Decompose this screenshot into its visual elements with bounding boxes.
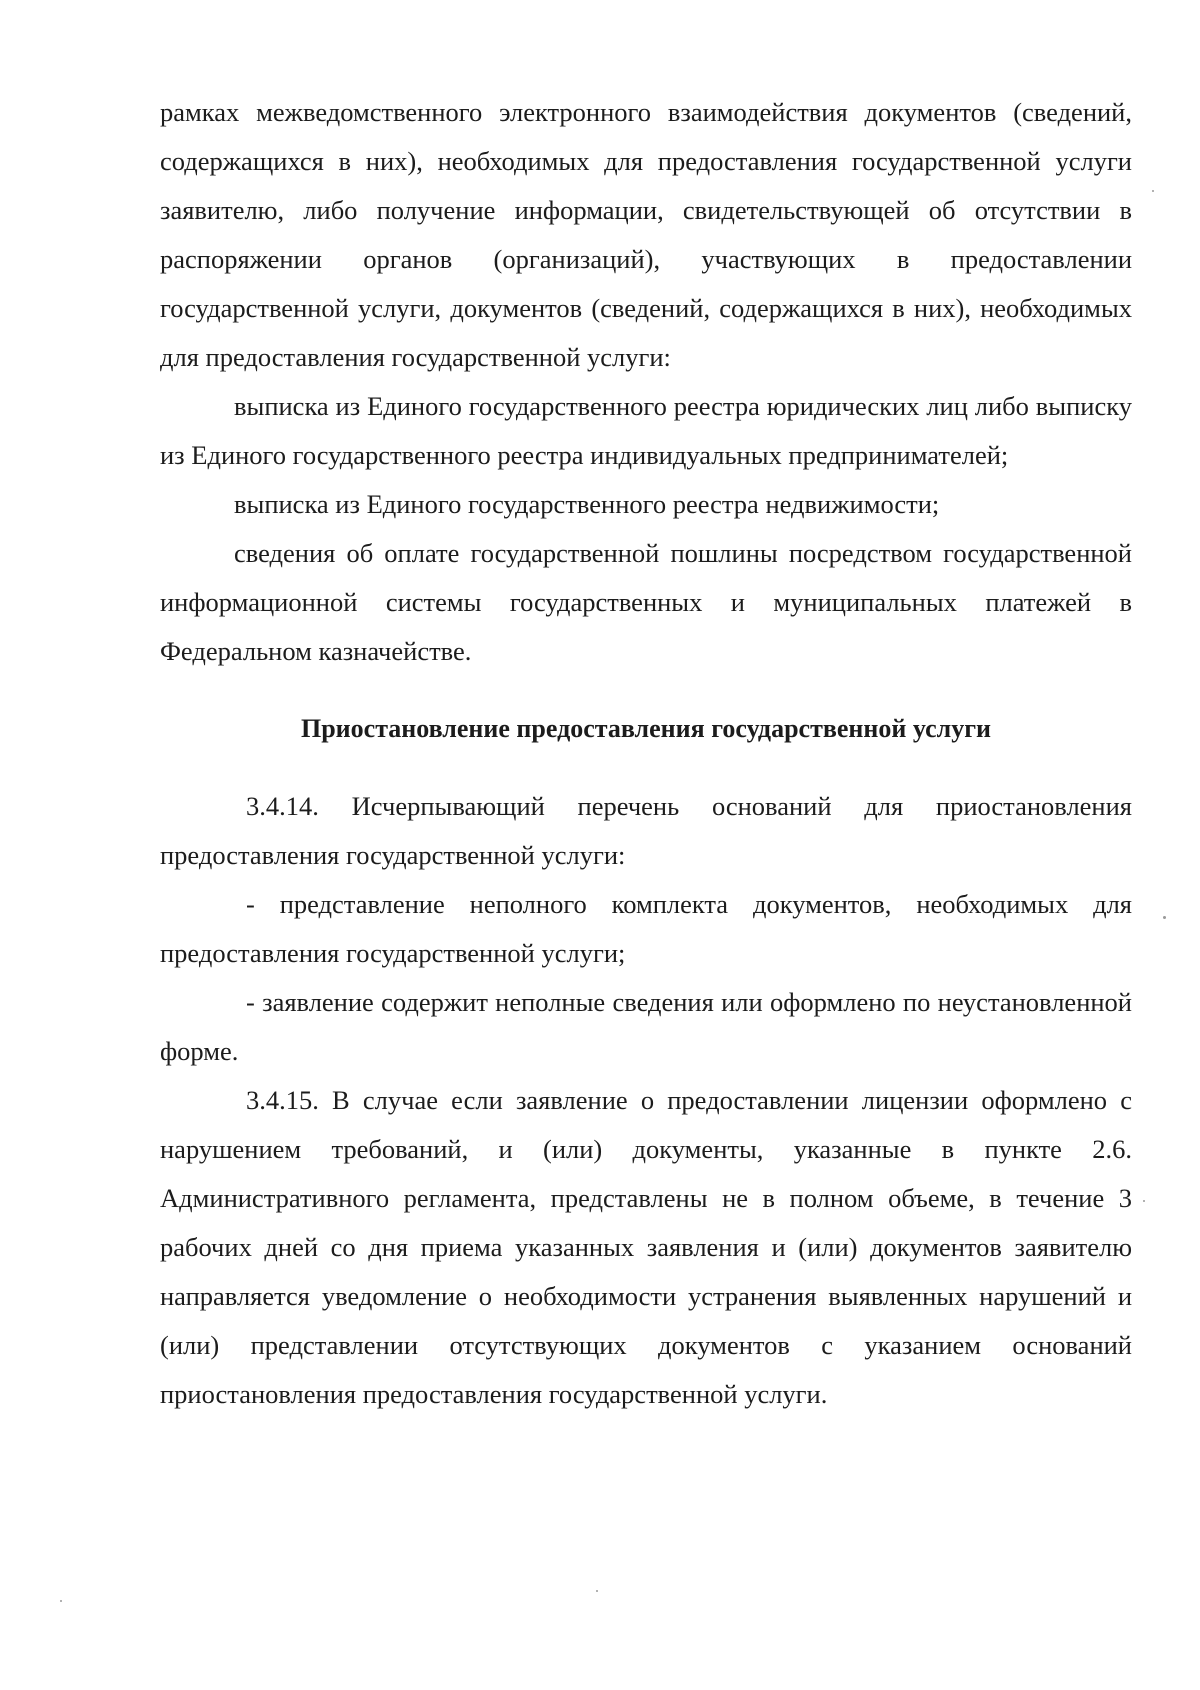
paragraph-3-4-15: 3.4.15. В случае если заявление о предоставлении лицензии оформлено с нарушением требований, и (или) документы, указанные в пункте 2.6. Административного регламента, представлены не в полном объеме, в течение 3 рабочих дней со дня приема указанных заявления и (или) документов заявителю направляется уведомление о необходимости устранения выявленных нарушений и (или) представлении отсутствующих документов с указанием оснований приостановления предоставления государственной услуги. xyxy=(160,1085,1132,1409)
document-body xyxy=(160,88,1132,1419)
scan-speck xyxy=(1152,190,1154,192)
paragraph-egrn-extract: выписка из Единого государственного реестра недвижимости; xyxy=(234,489,940,519)
paragraph-incomplete-application: - заявление содержит неполные сведения или оформлено по неустановленной форме. xyxy=(160,987,1132,1066)
paragraph-incomplete-documents: - представление неполного комплекта документов, необходимых для предоставления государственной услуги; xyxy=(160,889,1132,968)
paragraph-egrul-extract: выписка из Единого государственного реестра юридических лиц либо выписку из Единого государственного реестра индивидуальных предпринимателей; xyxy=(160,391,1132,470)
paragraph-interagency-documents: рамках межведомственного электронного взаимодействия документов (сведений, содержащихся в них), необходимых для предоставления государственной услуги заявителю, либо получение информации, свидетельствующей об отсутствии в распоряжении органов (организаций), участвующих в предоставлении государственной услуги, документов (сведений, содержащихся в них), необходимых для предоставления государственной услуги: xyxy=(160,97,1132,372)
paragraph-3-4-14: 3.4.14. Исчерпывающий перечень оснований для приостановления предоставления государственной услуги: xyxy=(160,791,1132,870)
scan-speck xyxy=(1143,1200,1145,1202)
paragraph-fee-payment-info: сведения об оплате государственной пошлины посредством государственной информационной системы государственных и муниципальных платежей в Федеральном казначействе. xyxy=(160,538,1132,666)
scan-speck xyxy=(1163,916,1166,919)
scan-speck xyxy=(60,1600,62,1602)
scan-speck xyxy=(596,1590,598,1592)
section-heading: Приостановление предоставления государственной услуги xyxy=(300,714,991,743)
